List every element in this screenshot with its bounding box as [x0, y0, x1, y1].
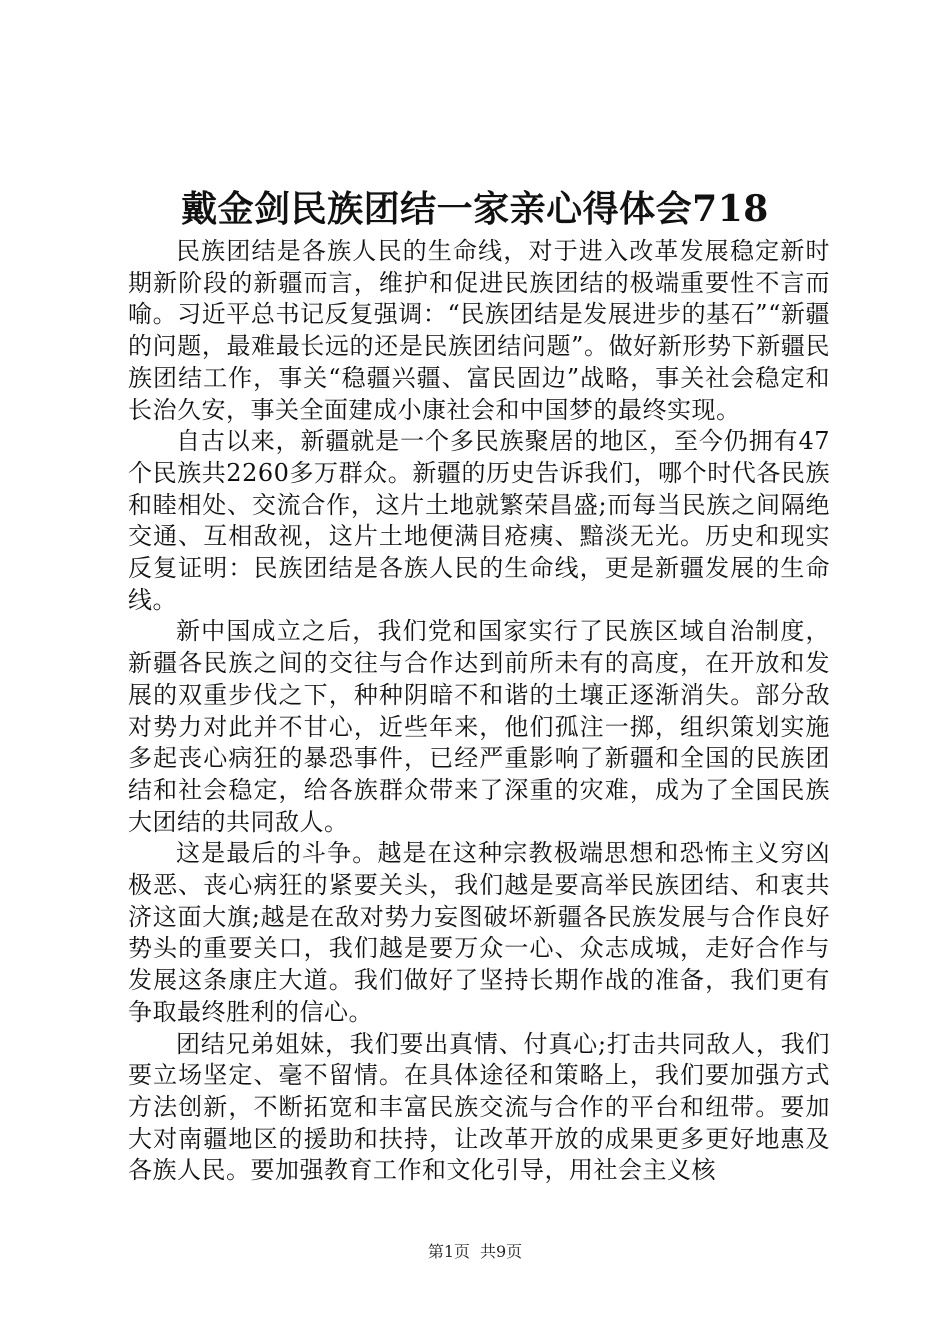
page-number-current: 第1页: [427, 1242, 470, 1261]
page-footer: [0, 1240, 950, 1264]
paragraph-2: 自古以来，新疆就是一个多民族聚居的地区，至今仍拥有47个民族共2260多万群众。新疆的历史告诉我们，哪个时代各民族和睦相处、交流合作，这片土地就繁荣昌盛;而每当民族之间隔绝交通、互相敌视，这片土地便满目疮痍、黯淡无光。历史和现实反复证明：民族团结是各族人民的生命线，更是新疆发展的生命线。: [128, 427, 830, 614]
paragraph-3: 新中国成立之后，我们党和国家实行了民族区域自治制度，新疆各民族之间的交往与合作达到前所未有的高度，在开放和发展的双重步伐之下，种种阴暗不和谐的土壤正逐渐消失。部分敌对势力对此并不甘心，近些年来，他们孤注一掷，组织策划实施多起丧心病狂的暴恐事件，已经严重影响了新疆和全国的民族团结和社会稳定，给各族群众带来了深重的灾难，成为了全国民族大团结的共同敌人。: [128, 617, 830, 836]
paragraph-5: 团结兄弟姐妹，我们要出真情、付真心;打击共同敌人，我们要立场坚定、毫不留情。在具体途径和策略上，我们要加强方式方法创新，不断拓宽和丰富民族交流与合作的平台和纽带。要加大对南疆地区的援助和扶持，让改革开放的成果更多更好地惠及各族人民。要加强教育工作和文化引导，用社会主义核: [128, 1029, 830, 1185]
document-title: 戴金剑民族团结一家亲心得体会718: [181, 188, 769, 230]
paragraph-1: 民族团结是各族人民的生命线，对于进入改革发展稳定新时期新阶段的新疆而言，维护和促进民族团结的极端重要性不言而喻。习近平总书记反复强调：“民族团结是发展进步的基石”“新疆的问题，最难最长远的还是民族团结问题”。做好新形势下新疆民族团结工作，事关“稳疆兴疆、富民固边”战略，事关社会稳定和长治久安，事关全面建成小康社会和中国梦的最终实现。: [128, 237, 830, 424]
paragraph-4: 这是最后的斗争。越是在这种宗教极端思想和恐怖主义穷凶极恶、丧心病狂的紧要关头，我们越是要高举民族团结、和衷共济这面大旗;越是在敌对势力妄图破坏新疆各民族发展与合作良好势头的重要关口，我们越是要万众一心、众志成城，走好合作与发展这条康庄大道。我们做好了坚持长期作战的准备，我们更有争取最终胜利的信心。: [128, 839, 830, 1026]
document-body: [128, 236, 830, 1187]
page-number-total: 共9页: [480, 1242, 523, 1261]
